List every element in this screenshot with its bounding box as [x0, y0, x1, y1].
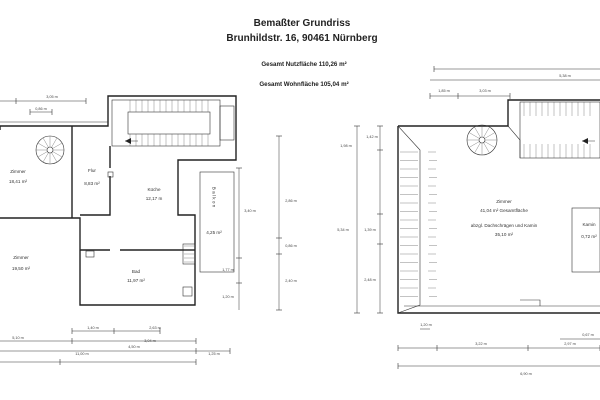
dim-right-left-2: 1,98 m — [340, 144, 352, 148]
left-right-dimension — [222, 136, 297, 310]
dim-bottom-4: 3,04 m — [144, 339, 156, 343]
dim-right-5: 2,40 m — [285, 279, 297, 283]
spiral-step — [469, 133, 479, 139]
right-bottom-dimension — [398, 323, 600, 376]
dim-right-bottom-4: 2,97 m — [564, 342, 576, 346]
left-top-dimension — [0, 95, 86, 115]
dim-right-top-3: 3,03 m — [479, 89, 491, 93]
spiral-step — [52, 138, 58, 148]
dim-right-bottom-3: 3,22 m — [475, 342, 487, 346]
dim-bottom-6: 4,50 m — [128, 345, 140, 349]
spiral-step — [38, 143, 48, 149]
room-bad-area: 11,97 m² — [127, 278, 145, 283]
room-balkon-area: 4,25 m² — [206, 230, 222, 235]
dim-right-top-1: 5,38 m — [559, 74, 571, 78]
right-floor-plan — [337, 66, 600, 376]
dim-right-bottom-5: 6,90 m — [520, 372, 532, 376]
right-room-zimmer-name: Zimmer — [496, 199, 512, 204]
dim-bottom-7: 1,25 m — [208, 352, 220, 356]
right-room-zimmer-area: 41,04 m² Gesamtfläche — [480, 208, 528, 213]
right-room-dach-label: abzgl. Dachschrägen und Kamin — [470, 223, 538, 228]
dim-right-left-5: 2,48 m — [364, 278, 376, 282]
dim-right-4: 1,77 m — [222, 268, 234, 272]
spiral-step — [38, 152, 48, 158]
right-outer-wall — [398, 100, 600, 313]
room-bad-name: Bad — [131, 269, 141, 274]
spiral-step — [52, 153, 58, 163]
total-living-area: Gesamt Wohnfläche 105,04 m² — [259, 81, 349, 88]
spiral-step — [43, 153, 49, 163]
spiral-staircase — [36, 136, 64, 164]
total-usable-area: Gesamt Nutzfläche 110,26 m² — [261, 61, 347, 68]
spiral-step — [53, 143, 63, 149]
dim-bottom-3: 5,10 m — [12, 336, 24, 340]
dim-right-top-2: 1,85 m — [438, 89, 450, 93]
spiral-step — [475, 127, 481, 137]
plan-title: Bemaßter Grundriss — [253, 18, 351, 29]
dim-right-2: 3,40 m — [244, 209, 256, 213]
outer-wall — [0, 96, 236, 305]
spiral-step — [469, 142, 479, 148]
room-zimmer-1-name: Zimmer — [10, 169, 26, 174]
room-zimmer-1-area: 18,41 m² — [8, 179, 28, 184]
right-room-dach-area: 35,10 m² — [494, 232, 514, 237]
room-balkon-name: B a l k o n — [211, 186, 217, 208]
room-kueche-area: 12,17 m — [145, 196, 163, 201]
right-left-dimension — [337, 126, 383, 313]
spiral-step — [485, 133, 495, 139]
balcony — [200, 172, 234, 272]
spiral-step — [475, 143, 481, 153]
spiral-step — [485, 142, 495, 148]
room-flur-name: Flur — [88, 168, 96, 173]
kamin-block — [572, 208, 600, 272]
dim-top-2: 0,86 m — [35, 107, 47, 111]
right-spiral-staircase — [467, 125, 497, 155]
dim-right-left-4: 1,39 m — [364, 228, 376, 232]
spiral-step — [43, 138, 49, 148]
dim-top-1: 3,05 m — [46, 95, 58, 99]
dim-right-6: 1,20 m — [222, 295, 234, 299]
plan-address: Brunhildstr. 16, 90461 Nürnberg — [226, 33, 378, 44]
left-floor-plan — [0, 95, 297, 365]
spiral-step — [484, 127, 490, 137]
left-bottom-dimension — [0, 326, 230, 365]
right-stairwell — [520, 102, 600, 158]
room-zimmer-2-area: 19,50 m² — [11, 266, 31, 271]
dim-bottom-5: 11,00 m — [75, 352, 89, 356]
dim-right-1: 2,86 m — [285, 199, 297, 203]
room-zimmer-2-name: Zimmer — [13, 255, 29, 260]
dim-right-3: 0,86 m — [285, 244, 297, 248]
dim-right-bottom-2: 0,67 m — [582, 333, 594, 337]
stairwell — [112, 100, 234, 146]
dim-right-bottom-1: 1,20 m — [420, 323, 432, 327]
dim-right-left-3: 5,34 m — [337, 228, 349, 232]
room-kueche-name: Küche — [147, 187, 161, 192]
dim-bottom-1: 1,40 m — [87, 326, 99, 330]
dim-right-left-1: 1,42 m — [366, 135, 378, 139]
right-top-dimension — [430, 66, 600, 99]
dim-bottom-2: 2,63 m — [149, 326, 161, 330]
room-flur-area: 8,83 m² — [84, 181, 100, 186]
spiral-step — [53, 152, 63, 158]
right-room-kamin-area: 0,72 m² — [581, 234, 597, 239]
spiral-step — [484, 143, 490, 153]
right-room-kamin-name: Kamin — [582, 222, 596, 227]
